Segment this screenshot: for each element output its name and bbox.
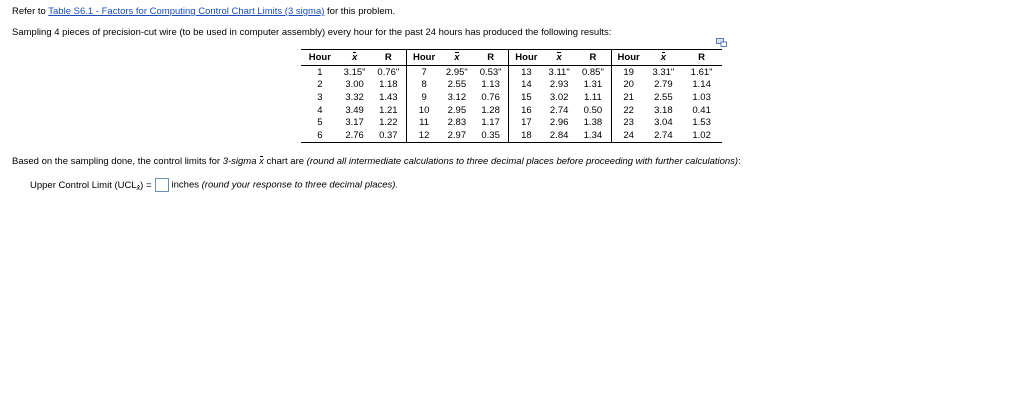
header-hour: Hour [407, 50, 441, 66]
cell-range: 1.18 [370, 79, 406, 92]
cell-hour: 20 [623, 79, 634, 91]
question-instruction: (round all intermediate calculations to three decimal places before proceeding with further calculations) [306, 156, 739, 167]
question-prefix: Based on the sampling done, the control limits for [12, 156, 223, 167]
cell-range: 0.53" [473, 66, 509, 79]
cell-range: 1.61" [690, 66, 713, 78]
cell-xbar: 3.32 [345, 91, 364, 103]
table-row [301, 116, 722, 129]
cell-range: 1.22 [370, 116, 406, 129]
table-header-row [301, 50, 722, 66]
header-hour: Hour [509, 50, 543, 66]
cell-hour: 5 [317, 117, 323, 129]
cell-xbar: 2.83 [447, 117, 467, 129]
cell-range: 1.28 [473, 104, 509, 117]
table-s6-1-link[interactable]: Table S6.1 - Factors for Computing Control Chart Limits (3 sigma) [48, 6, 325, 17]
cell-hour: 8 [421, 79, 427, 91]
cell-range: 1.31 [575, 79, 611, 92]
cell-range: 1.34 [575, 129, 611, 142]
sampling-data-table [301, 49, 722, 143]
cell-hour: 12 [407, 129, 441, 142]
cell-hour: 19 [623, 66, 634, 78]
header-xbar: x [543, 50, 575, 66]
cell-range: 0.76" [370, 66, 406, 79]
unit-label: inches [171, 179, 199, 191]
cell-xbar: 3.02 [549, 91, 569, 103]
cell-range: 0.35 [473, 129, 509, 142]
cell-range: 1.21 [370, 104, 406, 117]
cell-xbar: 2.84 [543, 129, 575, 142]
cell-hour: 24 [611, 129, 645, 142]
cell-range: 1.03 [692, 91, 711, 103]
cell-hour: 6 [301, 129, 339, 142]
cell-hour: 7 [421, 66, 427, 78]
cell-range: 1.11 [575, 91, 611, 104]
header-hour: Hour [301, 50, 339, 66]
ucl-answer-input[interactable] [155, 178, 169, 192]
cell-hour: 9 [421, 91, 427, 103]
answer-instruction: (round your response to three decimal places). [201, 179, 399, 191]
ucl-label: Upper Control Limit $(UCL_x)$ = [30, 179, 152, 193]
cell-xbar: 2.79 [654, 79, 673, 91]
cell-xbar: 3.11" [548, 66, 570, 78]
cell-xbar: 3.00 [345, 79, 364, 91]
cell-hour: 15 [521, 91, 532, 103]
cell-hour: 13 [521, 66, 532, 78]
header-xbar: x [646, 50, 682, 66]
cell-xbar: 2.74 [646, 129, 682, 142]
cell-hour: 22 [623, 104, 634, 116]
cell-xbar: 2.97 [441, 129, 473, 142]
table-row [301, 91, 722, 104]
question-suffix: : [738, 156, 741, 167]
cell-range: 1.38 [575, 116, 611, 129]
sigma-label: 3-sigma [222, 156, 257, 167]
table-row [301, 79, 722, 92]
table-row [301, 104, 722, 117]
cell-hour: 21 [623, 91, 634, 103]
header-range: R [370, 50, 406, 66]
cell-range: 0.85" [575, 66, 611, 79]
table-row [301, 129, 722, 142]
cell-range: 1.53 [692, 117, 711, 129]
ucl-answer-line [30, 178, 398, 192]
cell-hour: 1 [317, 66, 323, 78]
cell-hour: 16 [521, 104, 532, 116]
cell-xbar: 3.04 [654, 117, 673, 129]
question-middle: chart are [263, 156, 307, 167]
cell-hour: 10 [418, 104, 430, 116]
cell-xbar: 2.96 [549, 117, 569, 129]
cell-xbar: 2.93 [549, 79, 569, 91]
cell-hour: 23 [623, 117, 634, 129]
cell-xbar: 2.76 [339, 129, 371, 142]
header-xbar: x [441, 50, 473, 66]
cell-xbar: 2.95" [445, 66, 468, 78]
intro-suffix: for this problem. [324, 6, 396, 17]
cell-range: 1.14 [692, 79, 711, 91]
header-range: R [575, 50, 611, 66]
cell-xbar: 3.49 [345, 104, 364, 116]
cell-hour: 2 [317, 79, 323, 91]
cell-range: 0.37 [370, 129, 406, 142]
cell-range: 1.17 [473, 116, 509, 129]
cell-hour: 3 [317, 91, 323, 103]
cell-hour: 17 [521, 117, 532, 129]
header-range: R [473, 50, 509, 66]
cell-xbar: 3.31" [652, 66, 675, 78]
cell-xbar: 2.55 [654, 91, 673, 103]
cell-xbar: 3.12 [447, 91, 467, 103]
cell-hour: 4 [317, 104, 323, 116]
table-row [301, 66, 722, 79]
cell-xbar: 3.18 [654, 104, 673, 116]
cell-hour: 18 [509, 129, 543, 142]
cell-xbar: 2.74 [549, 104, 569, 116]
cell-hour: 14 [521, 79, 532, 91]
problem-statement: Sampling 4 pieces of precision-cut wire (to be used in computer assembly) every hour for the past 24 hours has produced the following results: [12, 27, 612, 38]
header-xbar: x [339, 50, 371, 66]
cell-hour: 11 [419, 117, 430, 129]
cell-xbar: 2.55 [447, 79, 467, 91]
cell-xbar: 3.17 [345, 117, 364, 129]
xbar-symbol: x [259, 156, 264, 167]
cell-range: 1.43 [370, 91, 406, 104]
intro-line [12, 6, 395, 17]
cell-range: 1.02 [681, 129, 722, 142]
cell-xbar: 2.95 [447, 104, 467, 116]
header-hour: Hour [611, 50, 645, 66]
cell-range: 0.50 [575, 104, 611, 117]
question-line [12, 156, 741, 167]
cell-xbar: 3.15" [343, 66, 366, 78]
expand-table-icon[interactable] [716, 38, 727, 47]
header-range: R [681, 50, 722, 66]
cell-range: 0.41 [692, 104, 711, 116]
cell-range: 0.76 [473, 91, 509, 104]
intro-prefix: Refer to [12, 6, 49, 17]
cell-range: 1.13 [473, 79, 509, 92]
